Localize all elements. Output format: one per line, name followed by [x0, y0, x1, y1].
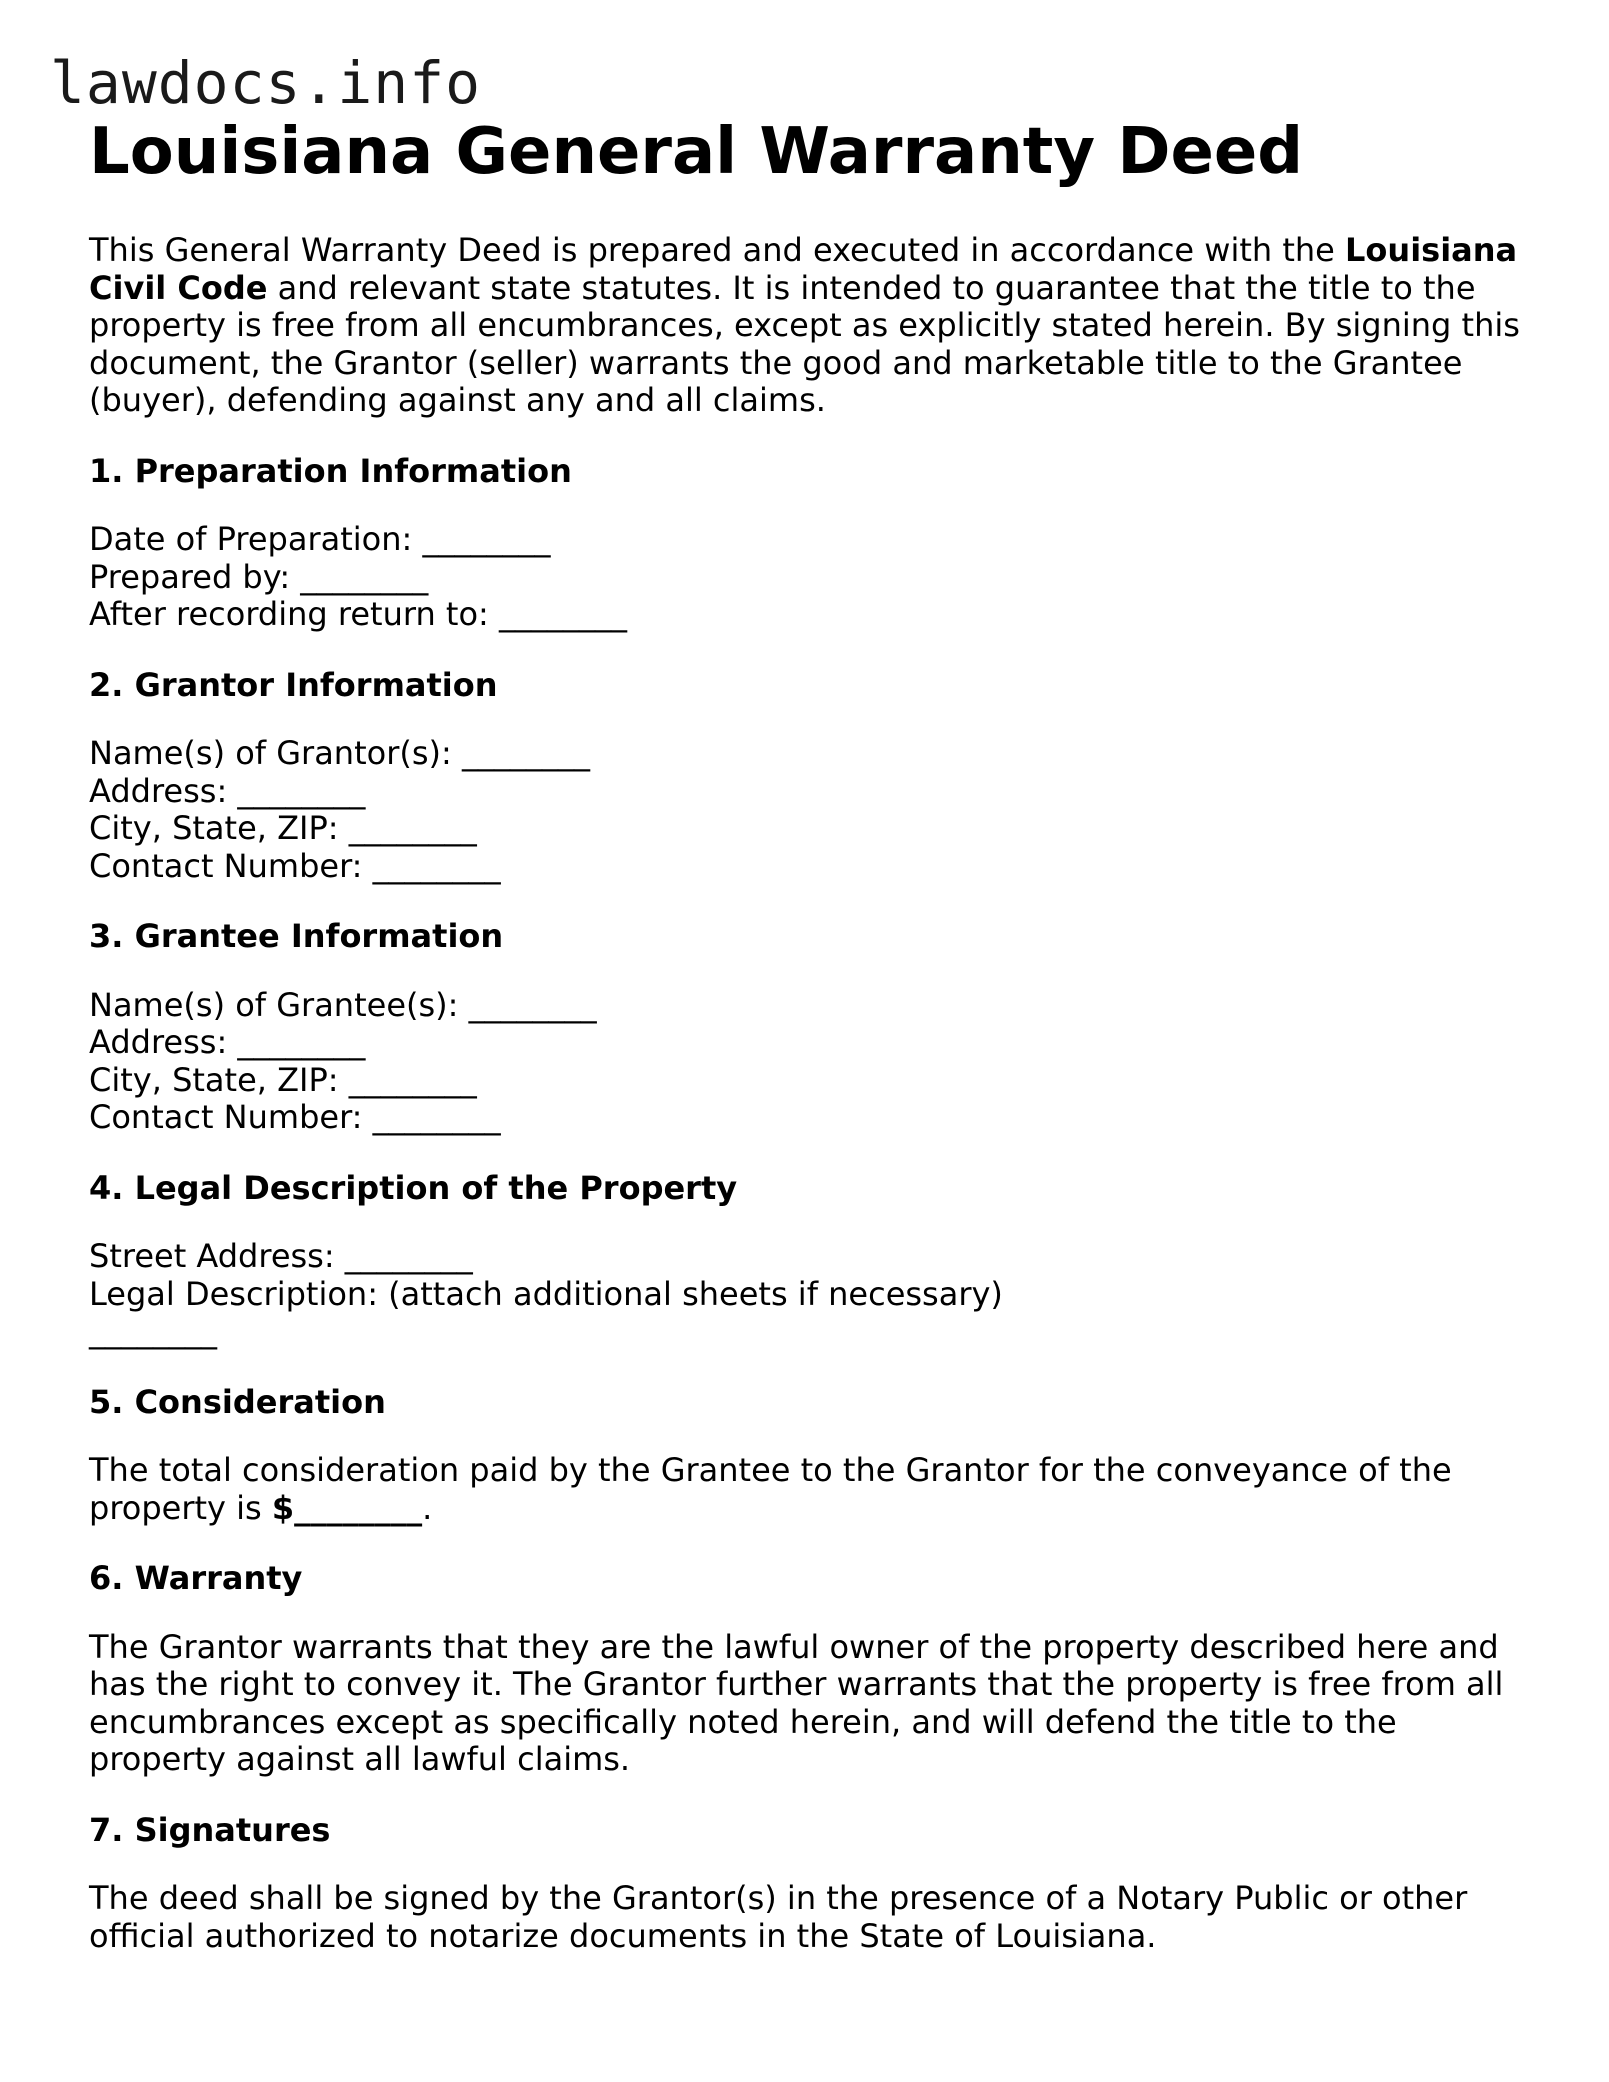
- section-preparation-fields: [89, 521, 1529, 634]
- site-watermark: lawdocs.info: [50, 49, 482, 117]
- section-property-fields: [89, 1238, 1529, 1351]
- section-warranty-heading: 6. Warranty: [89, 1559, 303, 1597]
- consideration-text: The total consideration paid by the Grantee to the Grantor for the conveyance of the property is: [89, 1451, 1452, 1527]
- document-body: [89, 112, 1529, 1955]
- intro-text-2: and relevant state statutes. It is intended to guarantee that the title to the property is free from all encumbrances, except as explicitly stated herein. By signing this document, the Grantor (seller) warrants the good and marketable title to the Grantee (buyer), defending against any and all claims.: [89, 268, 1520, 419]
- grantee-address-field[interactable]: Address: ________: [89, 1023, 366, 1061]
- section-signatures-heading: 7. Signatures: [89, 1810, 331, 1849]
- document-title: Louisiana General Warranty Deed: [89, 115, 1304, 189]
- date-of-preparation-field[interactable]: Date of Preparation: ________: [89, 520, 551, 558]
- section-grantor-heading: 2. Grantor Information: [89, 665, 498, 704]
- grantor-address-field[interactable]: Address: ________: [89, 771, 366, 810]
- grantee-names-field[interactable]: Name(s) of Grantee(s): ________: [89, 985, 597, 1024]
- grantee-contact-field[interactable]: Contact Number: ________: [89, 1098, 501, 1136]
- consideration-end: .: [422, 1488, 433, 1527]
- prepared-by-field[interactable]: Prepared by: ________: [89, 557, 429, 596]
- intro-bold-code: Louisiana Civil Code: [89, 231, 1518, 307]
- legal-description-label: Legal Description: (attach additional sheets if necessary): [89, 1274, 1003, 1313]
- legal-description-field[interactable]: ________: [89, 1312, 217, 1350]
- warranty-paragraph: The Grantor warrants that they are the lawful owner of the property described here and has the right to convey it. The Grantor further warrants that the property is free from all encumbrances except as specifically noted herein, and will defend the title to the property against all lawful claims.: [89, 1627, 1504, 1778]
- section-consideration-heading: 5. Consideration: [89, 1382, 386, 1421]
- return-to-field[interactable]: After recording return to: ________: [89, 595, 627, 633]
- intro-text-1: This General Warranty Deed is prepared and executed in accordance with the: [89, 231, 1346, 269]
- consideration-amount-field[interactable]: $________: [271, 1488, 423, 1527]
- intro-paragraph: [89, 232, 1529, 420]
- consideration-paragraph: [89, 1452, 1529, 1527]
- signatures-paragraph: The deed shall be signed by the Grantor(s) in the presence of a Notary Public or other official authorized to notarize documents in the State of Louisiana.: [89, 1879, 1468, 1955]
- section-property-heading: 4. Legal Description of the Property: [89, 1168, 738, 1207]
- grantor-names-field[interactable]: Name(s) of Grantor(s): ________: [89, 734, 590, 772]
- section-preparation-heading: 1. Preparation Information: [89, 451, 572, 490]
- street-address-field[interactable]: Street Address: ________: [89, 1237, 473, 1275]
- grantor-contact-field[interactable]: Contact Number: ________: [89, 846, 501, 885]
- section-grantee-heading: 3. Grantee Information: [89, 917, 504, 955]
- section-grantee-fields: [89, 987, 1529, 1137]
- grantor-city-field[interactable]: City, State, ZIP: ________: [89, 809, 477, 847]
- section-grantor-fields: [89, 735, 1529, 885]
- grantee-city-field[interactable]: City, State, ZIP: ________: [89, 1060, 477, 1099]
